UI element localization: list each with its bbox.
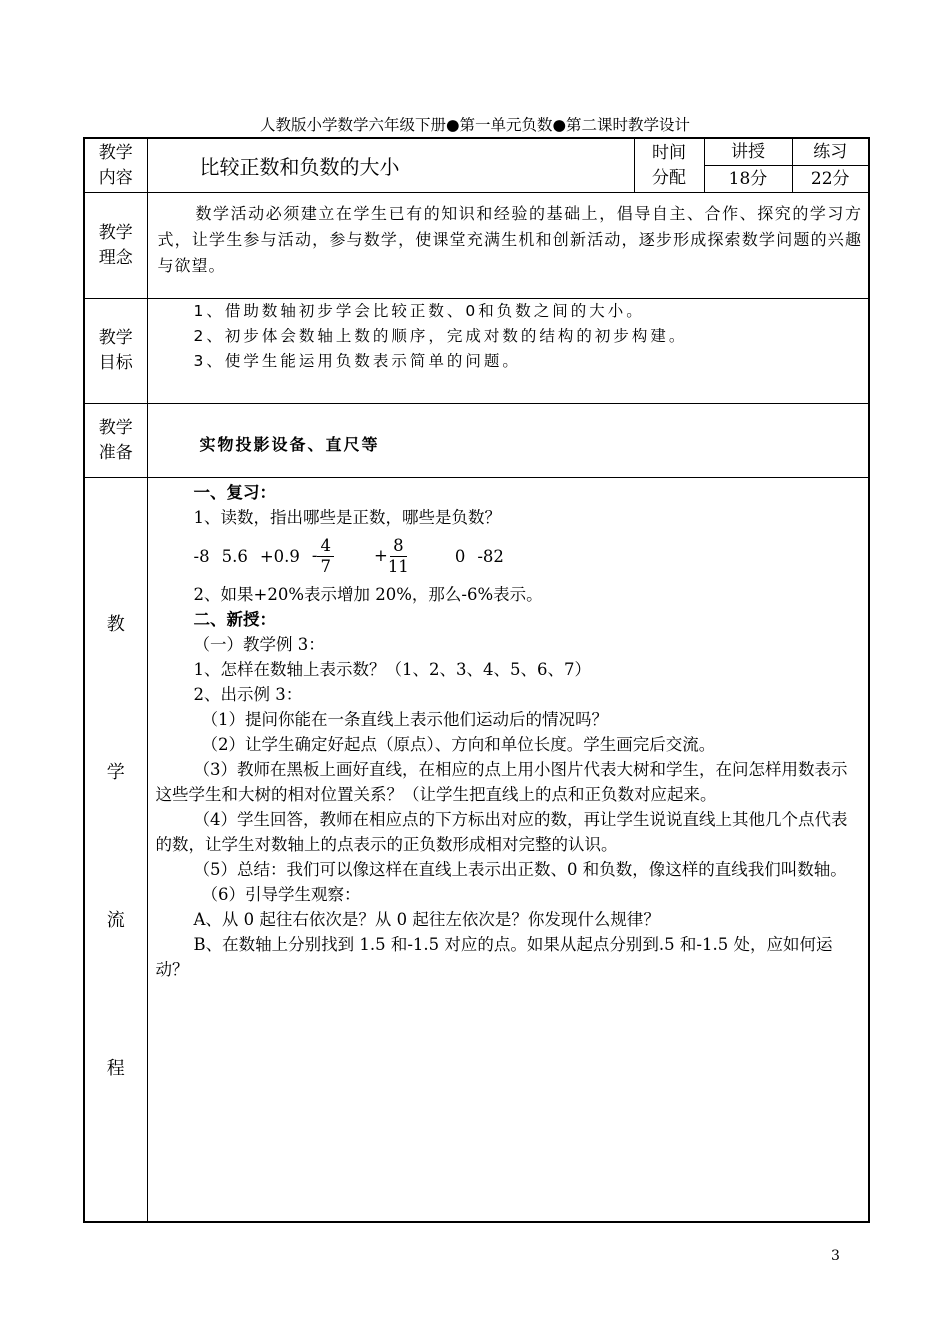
- practice-label: 练习: [792, 138, 869, 166]
- page-number: 3: [831, 1248, 840, 1264]
- label-concept: 教学 理念: [84, 193, 147, 299]
- number-list: -8 5.6 +0.9 - $\frac{4}{7}$ + $\frac{8}{11}$ 0 -82: [193, 535, 504, 576]
- label-content: 教学 内容: [84, 138, 147, 193]
- lesson-title: 比较正数和负数的大小: [147, 138, 634, 193]
- sub-step-a: A、从 0 起往右依次是？从 0 起往左依次是？你发现什么规律？: [193, 910, 660, 929]
- sub-step-b: B、在数轴上分别找到 1.5 和-1.5 对应的点。如果从起点分别到.5 和-1.5 处，应如何运动？: [155, 935, 833, 979]
- sub-step-2: （2）让学生确定好起点（原点）、方向和单位长度。学生画完后交流。: [201, 735, 716, 754]
- sub-step-3: （3）教师在黑板上画好直线，在相应的点上用小图片代表大树和学生，在问怎样用数表示这些学生和大树的相对位置关系？（让学生把直线上的点和正负数对应起来。: [155, 760, 848, 804]
- new-heading: 二、新授：: [193, 610, 276, 629]
- prep-text: 实物投影设备、直尺等: [147, 404, 869, 478]
- review-q2: 2、如果+20%表示增加 20%，那么-6%表示。: [193, 585, 543, 604]
- goal-item: 1、借助数轴初步学会比较正数、0和负数之间的大小。: [193, 302, 645, 320]
- process-content: [147, 478, 869, 1223]
- concept-text: 数学活动必须建立在学生已有的知识和经验的基础上，倡导自主、合作、探究的学习方式，让学生参与活动，参与数学，使课堂充满生机和创新活动，逐步形成探索数学问题的兴趣与欲望。: [157, 204, 862, 275]
- sub-step-5: （5）总结：我们可以像这样在直线上表示出正数、0 和负数，像这样的直线我们叫数轴。: [193, 860, 847, 879]
- sub-step-1: （1）提问你能在一条直线上表示他们运动后的情况吗？: [201, 710, 608, 729]
- lecture-label: 讲授: [704, 138, 792, 166]
- step-2: 2、出示例 3：: [193, 685, 303, 704]
- sub-step-6: （6）引导学生观察：: [201, 885, 361, 904]
- label-time: 时间 分配: [634, 138, 704, 193]
- goals-list: [147, 299, 869, 404]
- step-1: 1、怎样在数轴上表示数？（1、2、3、4、5、6、7）: [193, 660, 591, 679]
- page-header: 人教版小学数学六年级下册●第一单元负数●第二课时教学设计: [259, 116, 691, 134]
- practice-value: 22分: [792, 166, 869, 193]
- label-prep: 教学 准备: [84, 404, 147, 478]
- lesson-plan-table: [83, 137, 870, 1223]
- fraction-negative: - $\frac{4}{7}$: [312, 536, 358, 577]
- review-heading: 一、复习：: [193, 483, 276, 502]
- lecture-value: 18分: [704, 166, 792, 193]
- review-q1: 1、读数，指出哪些是正数，哪些是负数？: [193, 508, 501, 527]
- goal-item: 3、使学生能运用负数表示简单的问题。: [193, 352, 521, 370]
- example-heading: （一）教学例 3：: [193, 635, 325, 654]
- sub-step-4: （4）学生回答，教师在相应点的下方标出对应的数，再让学生说说直线上其他几个点代表的数，让学生对数轴上的点表示的正负数形成相对完整的认识。: [155, 810, 848, 854]
- label-goals: 教学 目标: [84, 299, 147, 404]
- fraction-positive: + $\frac{8}{11}$: [373, 535, 409, 576]
- label-process: 教 学 流 程: [84, 478, 147, 1223]
- goal-item: 2、初步体会数轴上数的顺序，完成对数的结构的初步构建。: [193, 327, 688, 345]
